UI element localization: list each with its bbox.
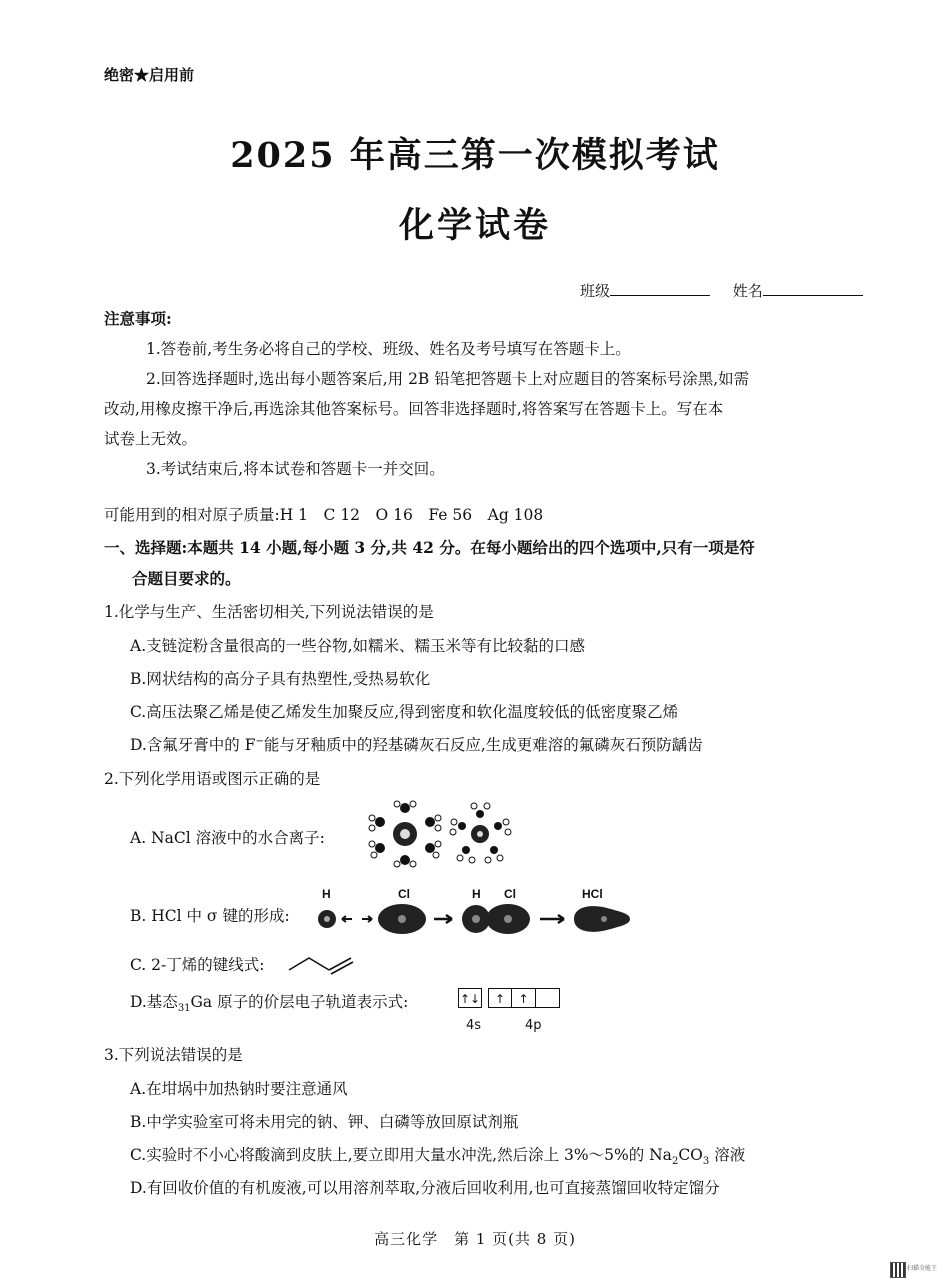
label-h-2: H bbox=[472, 887, 481, 901]
notice-item: 2.回答选择题时,选出每小题答案后,用 2B 铅笔把答题卡上对应题目的答案标号涂黑,如需 bbox=[146, 370, 750, 388]
q1-option-c: C.高压法聚乙烯是使乙烯发生加聚反应,得到密度和软化温度较低的低密度聚乙烯 bbox=[130, 703, 679, 721]
q2-stem: 2.下列化学用语或图示正确的是 bbox=[104, 770, 321, 788]
name-blank[interactable] bbox=[763, 281, 863, 296]
q2-option-b: B. HCl 中 σ 键的形成: bbox=[130, 907, 290, 925]
q2-option-c: C. 2-丁烯的键线式: bbox=[130, 956, 265, 974]
orbital-4p-box: ↑ bbox=[512, 988, 536, 1008]
hydrated-sodium-ion bbox=[369, 801, 441, 867]
class-label: 班级 bbox=[580, 282, 611, 300]
scanner-watermark: 扫描全能王 bbox=[907, 1265, 938, 1272]
label-cl-2: Cl bbox=[504, 887, 516, 901]
q2-option-a: A. NaCl 溶液中的水合离子: bbox=[130, 829, 325, 847]
q3-option-c: C.实验时不小心将酸滴到皮肤上,要立即用大量水冲洗,然后涂上 3%～5%的 $Na_2CO_3$ 溶液 bbox=[130, 1146, 746, 1168]
arrow-right-2 bbox=[540, 915, 564, 923]
section-heading-cont: 合题目要求的。 bbox=[132, 569, 241, 588]
notice-item: 1.答卷前,考生务必将自己的学校、班级、姓名及考号填写在答题卡上。 bbox=[146, 340, 631, 358]
q1-stem: 1.化学与生产、生活密切相关,下列说法错误的是 bbox=[104, 603, 434, 621]
orbital-4p-box: ↑ bbox=[488, 988, 512, 1008]
label-4s: 4s bbox=[466, 1018, 482, 1033]
ga-orbital-diagram bbox=[458, 988, 560, 1008]
exam-subject: 化学试卷 bbox=[398, 205, 551, 246]
notice-item: 改动,用橡皮擦干净后,再选涂其他答案标号。回答非选择题时,将答案写在答题卡上。写在本 bbox=[104, 400, 724, 418]
notice-heading: 注意事项: bbox=[104, 309, 172, 328]
q2-option-d: D.基态$_{31}$Ga 原子的价层电子轨道表示式: bbox=[130, 993, 409, 1015]
student-info-fields bbox=[580, 280, 881, 301]
orbital-4p-box bbox=[536, 988, 560, 1008]
q1-option-a: A.支链淀粉含量很高的一些谷物,如糯米、糯玉米等有比较黏的口感 bbox=[130, 637, 586, 655]
confidential-mark: 绝密★启用前 bbox=[104, 66, 195, 84]
approach-arrows bbox=[342, 916, 372, 922]
class-blank[interactable] bbox=[610, 281, 710, 296]
q3-option-b: B.中学实验室可将未用完的钠、钾、白磷等放回原试剂瓶 bbox=[130, 1113, 519, 1131]
sigma-bond-formation-diagram bbox=[312, 886, 642, 936]
label-cl: Cl bbox=[398, 887, 410, 901]
q3-stem: 3.下列说法错误的是 bbox=[104, 1046, 243, 1064]
section-heading: 一、选择题:本题共 14 小题,每小题 3 分,共 42 分。在每小题给出的四个选项中,只有一项是符 bbox=[104, 538, 755, 557]
q3-option-a: A.在坩埚中加热钠时要注意通风 bbox=[130, 1080, 348, 1098]
exam-title: 2025 年高三第一次模拟考试 bbox=[230, 135, 720, 176]
page-footer: 高三化学 第 1 页(共 8 页) bbox=[374, 1230, 576, 1248]
2-butene-skeletal-formula bbox=[287, 952, 357, 976]
orbital-4s-box: ↑↓ bbox=[458, 988, 482, 1008]
hydrated-chloride-ion bbox=[450, 803, 511, 863]
atomic-mass-line: 可能用到的相对原子质量:H 1 C 12 O 16 Fe 56 Ag 108 bbox=[104, 506, 544, 524]
q1-option-d: D.含氟牙膏中的 F−能与牙釉质中的羟基磷灰石反应,生成更难溶的氟磷灰石预防龋齿 bbox=[130, 735, 703, 754]
q1-option-b: B.网状结构的高分子具有热塑性,受热易软化 bbox=[130, 670, 431, 688]
label-h: H bbox=[322, 887, 331, 901]
qr-code-icon bbox=[890, 1262, 906, 1278]
notice-item: 3.考试结束后,将本试卷和答题卡一并交回。 bbox=[146, 460, 445, 478]
label-hcl: HCl bbox=[582, 887, 603, 901]
notice-item: 试卷上无效。 bbox=[104, 430, 198, 448]
hydrated-ions-diagram bbox=[360, 800, 520, 868]
q3-option-d: D.有回收价值的有机废液,可以用溶剂萃取,分液后回收利用,也可直接蒸馏回收特定馏分 bbox=[130, 1179, 720, 1197]
label-4p: 4p bbox=[525, 1018, 542, 1033]
name-label: 姓名 bbox=[732, 282, 763, 300]
arrow-right bbox=[434, 915, 452, 923]
